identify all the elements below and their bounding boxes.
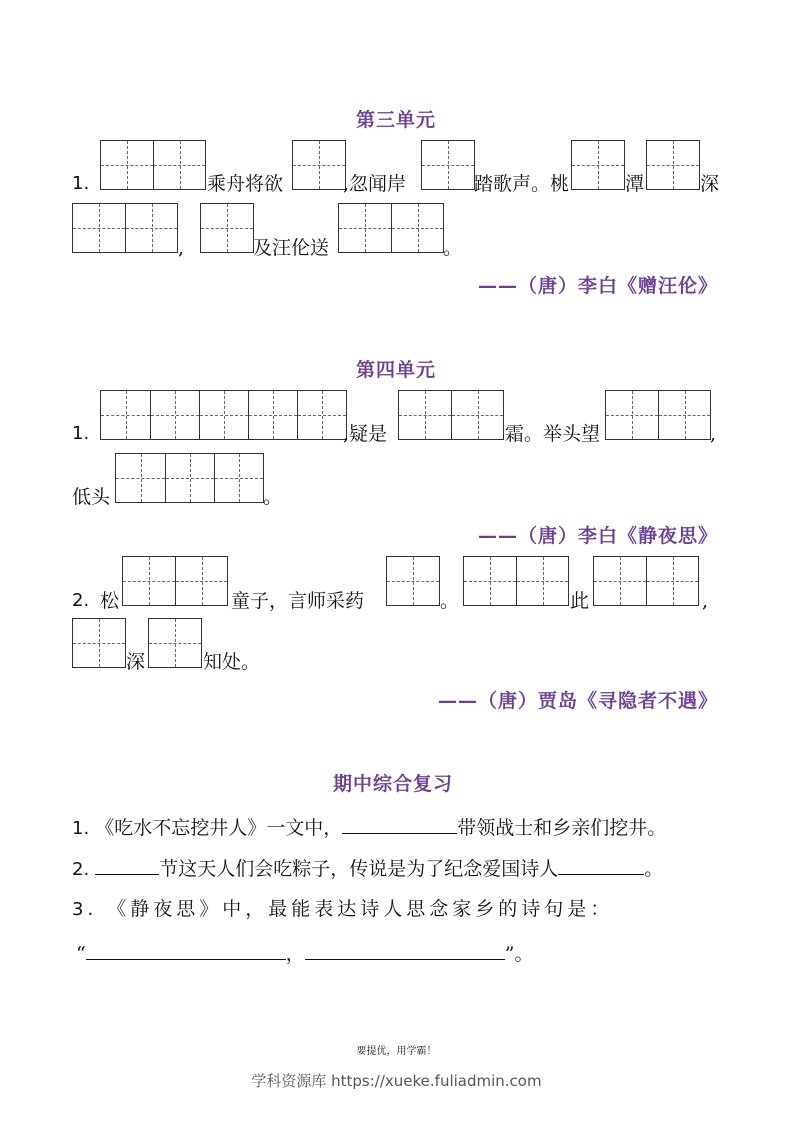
u4-q2-number: 2. [72,590,90,611]
mid-q1-number: 1. [72,818,90,839]
u4-q2-text-3: 。 [440,590,460,612]
u4-q2-text-4: 此 [570,590,590,612]
u4-q2-text-7: 知处。 [203,651,261,673]
mid-q2-end: 。 [644,858,664,880]
u4-q2-grid-3[interactable] [463,556,569,606]
u4-attribution-1: ——（唐）李白《静夜思》 [477,525,718,547]
u3-q1-text-1: 乘舟将欲 [207,173,284,195]
mid-q1 [72,813,666,841]
mid-q3-blank-1[interactable] [86,939,286,960]
u4-attribution-2: ——（唐）贾岛《寻隐者不遇》 [437,690,718,712]
u4-q2-text-2: 童子，言师采药 [231,590,365,612]
mid-q3-open-quote: “ [76,943,86,965]
u4-q1-text-4: 低头 [72,486,111,508]
u4-q1-number: 1. [72,423,90,444]
u4-q2-grid-2[interactable] [386,556,440,606]
u4-q2-grid-1[interactable] [122,556,228,606]
u4-q2-grid-4[interactable] [593,556,699,606]
u4-q1-grid-1[interactable] [100,390,347,440]
u3-q1-grid-8[interactable] [338,203,444,253]
u4-q2-text-1: 松 [100,590,120,612]
u3-q1-grid-5[interactable] [646,140,700,190]
u3-q1-text-8: 。 [443,237,463,259]
mid-q3 [72,897,613,922]
u4-q1-text-2: 霜。举头望 [505,423,601,445]
mid-q3-blank-2[interactable] [305,939,505,960]
mid-q3-comma: ， [285,943,305,965]
u3-q1-text-4: 潭 [625,173,645,195]
u3-q1-grid-4[interactable] [571,140,625,190]
mid-q2-number: 2. [72,859,90,880]
u3-q1-number: 1. [72,173,90,194]
u3-q1-grid-1[interactable] [100,140,206,190]
u4-q1-text-3: , [710,423,717,445]
mid-q3-number: 3. [72,899,98,920]
u3-q1-text-3: 踏歌声。桃 [474,173,570,195]
u3-q1-text-2: ,忽闻岸 [343,173,407,195]
u4-q2-grid-5[interactable] [72,618,126,668]
u3-q1-grid-6[interactable] [72,203,178,253]
mid-q3-close-quote: ”。 [504,943,534,965]
u3-q1-grid-2[interactable] [292,140,346,190]
u3-q1-text-6: , [178,237,185,259]
u3-q1-grid-3[interactable] [421,140,475,190]
mid-q1-post: 带领战士和乡亲们挖井。 [457,817,667,839]
u4-q2-text-5: , [702,590,709,612]
mid-q3-answer [76,939,533,966]
u3-q1-grid-7[interactable] [200,203,254,253]
u4-q1-grid-3[interactable] [605,390,711,440]
u4-q1-grid-4[interactable] [115,453,264,503]
mid-q2 [72,854,663,882]
u4-q1-text-1: ,疑是 [343,423,388,445]
mid-q3-text: 《静夜思》中，最能表达诗人思念家乡的诗句是： [107,898,614,920]
mid-q1-blank[interactable] [342,813,457,834]
midterm-title: 期中综合复习 [333,773,454,795]
u3-q1-text-7: 及汪伦送 [253,237,330,259]
u4-q1-grid-2[interactable] [398,390,504,440]
u3-q1-text-5: 深 [700,173,720,195]
u4-q2-text-6: 深 [126,651,146,673]
mid-q1-pre: 《吃水不忘挖井人》一文中， [95,817,343,839]
footer-slogan: 要提优，用学霸！ [356,1046,437,1057]
mid-q2-blank-1[interactable] [95,854,159,875]
u4-q2-grid-6[interactable] [148,618,202,668]
mid-q2-blank-2[interactable] [558,854,644,875]
mid-q2-mid: 节这天人们会吃粽子，传说是为了纪念爱国诗人 [159,858,559,880]
unit4-title: 第四单元 [356,359,437,381]
u3-attribution: ——（唐）李白《赠汪伦》 [477,275,718,297]
unit3-title: 第三单元 [356,109,437,131]
u4-q1-text-5: 。 [263,486,283,508]
footer-site[interactable]: 学科资源库 https://xueke.fuliadmin.com [251,1072,542,1090]
